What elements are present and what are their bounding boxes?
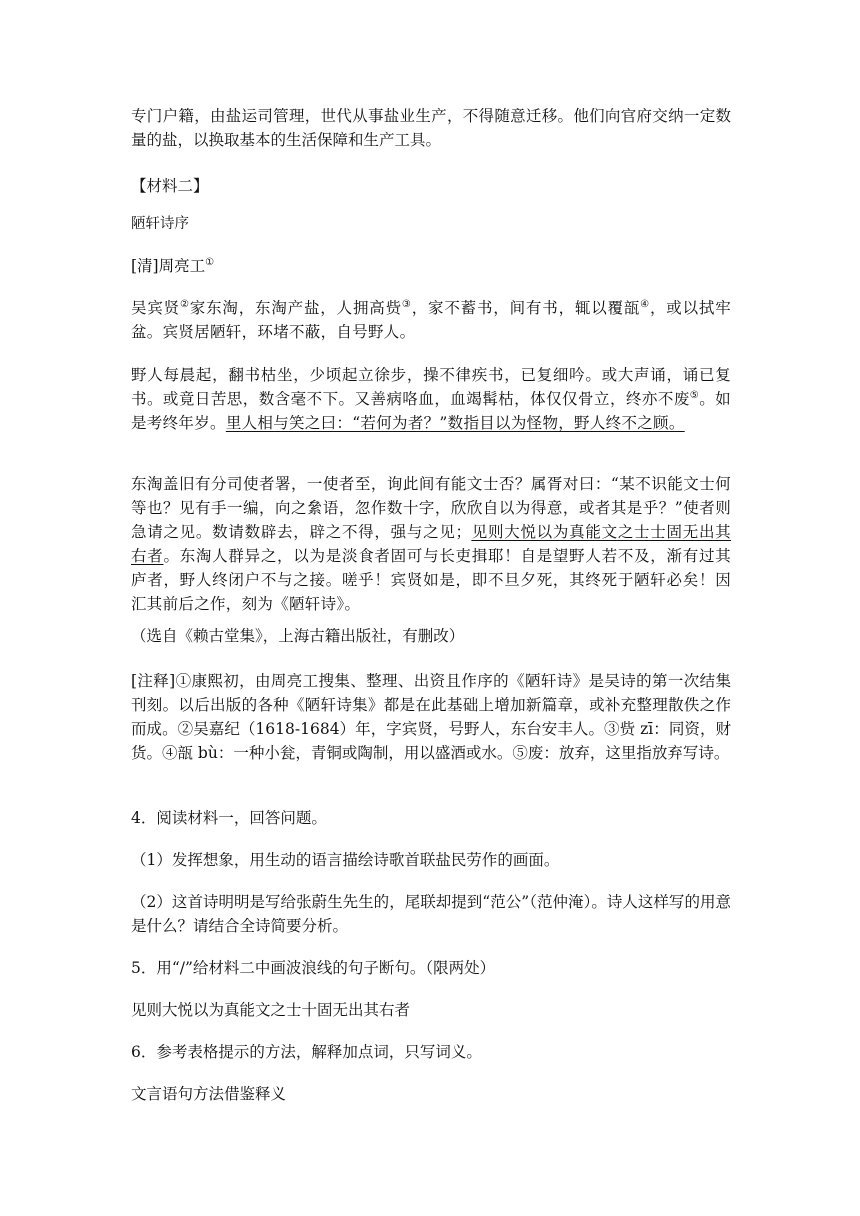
p2-underlined-sentence: 里人相与笑之曰：“若何为者？”数指目以为怪物，野人终不之顾。 <box>225 414 685 432</box>
p1-text-d: ，或以拭牢盆。宾贤居陋轩，环堵不蔽，自号野人。 <box>131 299 732 341</box>
p3-text-a: 东淘盖旧有分司使者署，一使者至，询此间有能文士否？属胥对曰：“某不识能文士何等也？见有手一编，向之絫语，忽作数十字，欣欣自以为得意，或者其是乎？”使者则急请之见。数请数辟去，辟之不得，强与之见； <box>131 475 731 541</box>
note-marker-1: ① <box>205 256 215 268</box>
p3-text-b: 。东淘人群异之，以为是淡食者固可与长吏揖耶！自是望野人若不及，渐有过其庐者，野人终闭户不与之接。嗟乎！宾贤如是，即不旦夕死，其终死于陋轩必矣！因汇其前后之作，刻为《陋轩诗》。 <box>131 547 731 613</box>
p1-text-b: 家东淘，东淘产盐，人拥高赀 <box>189 299 402 317</box>
p3-wavy-underlined-sentence: 见则大悦以为真能文之士士固无出其右者 <box>131 523 731 565</box>
p2-text-a: 野人每晨起，翻书枯坐，少顷起立徐步，操不律疾书，已复细吟。或大声诵，诵已复书。或竟日苦思，数含毫不下。又善病咯血，血竭髯枯，体仅仅骨立，终亦不废 <box>131 366 731 408</box>
material-one-tail: 专门户籍，由盐运司管理，世代从事盐业生产，不得随意迁移。他们向官府交纳一定数量的盐，以换取基本的生活保障和生产工具。 <box>131 107 731 149</box>
preface-author <box>131 254 731 278</box>
preface-title: 陋轩诗序 <box>131 216 189 232</box>
question-5: 5．用“/”给材料二中画波浪线的句子断句。（限两处） <box>131 959 496 977</box>
method-table-header: 文言语句方法借鉴释义 <box>131 1085 287 1103</box>
p1-text-c: ，家不蓄书，间有书，辄以覆瓿 <box>411 299 641 317</box>
p2-text-b: 。如是考终年岁。 <box>131 390 731 432</box>
preface-paragraph-1 <box>131 296 731 344</box>
annotations: [注释]①康熙初，由周亮工搜集、整理、出资且作序的《陋轩诗》是吴诗的第一次结集刊刻。以后出版的各种《陋轩诗集》都是在此基础上增加新篇章，或补充整理散佚之作而成。②吴嘉纪（1618-1684）年，字宾贤，号野人，东台安丰人。③赀 zī：同资，财货。④瓿 bù：一种小瓮，青铜或陶制，用以盛酒或水。⑤废：放弃，这里指放弃写诗。 <box>131 672 731 762</box>
question-4: 4．阅读材料一，回答问题。 <box>131 809 327 827</box>
question-4-2: （2）这首诗明明是写给张蔚生先生的，尾联却提到“范公”（范仲淹）。诗人这样写的用意是什么？请结合全诗简要分析。 <box>131 893 731 935</box>
note-marker-4: ④ <box>640 298 650 310</box>
note-marker-2: ② <box>179 298 190 310</box>
p1-text-a: 吴宾贤 <box>131 299 180 317</box>
author-label: [清]周亮工 <box>131 257 206 275</box>
note-marker-5: ⑤ <box>689 389 700 401</box>
preface-paragraph-3 <box>131 472 731 616</box>
question-6: 6．参考表格提示的方法，解释加点词，只写词义。 <box>131 1043 482 1061</box>
preface-paragraph-2 <box>131 363 731 435</box>
question-4-1: （1）发挥想象，用生动的语言描绘诗歌首联盐民劳作的画面。 <box>131 851 560 869</box>
source-citation: （选自《赖古堂集》，上海古籍出版社，有删改） <box>131 627 465 645</box>
note-marker-3: ③ <box>401 298 412 310</box>
material-two-heading: 【材料二】 <box>131 177 209 195</box>
question-5-sentence: 见则大悦以为真能文之士十固无出其右者 <box>131 1001 411 1019</box>
